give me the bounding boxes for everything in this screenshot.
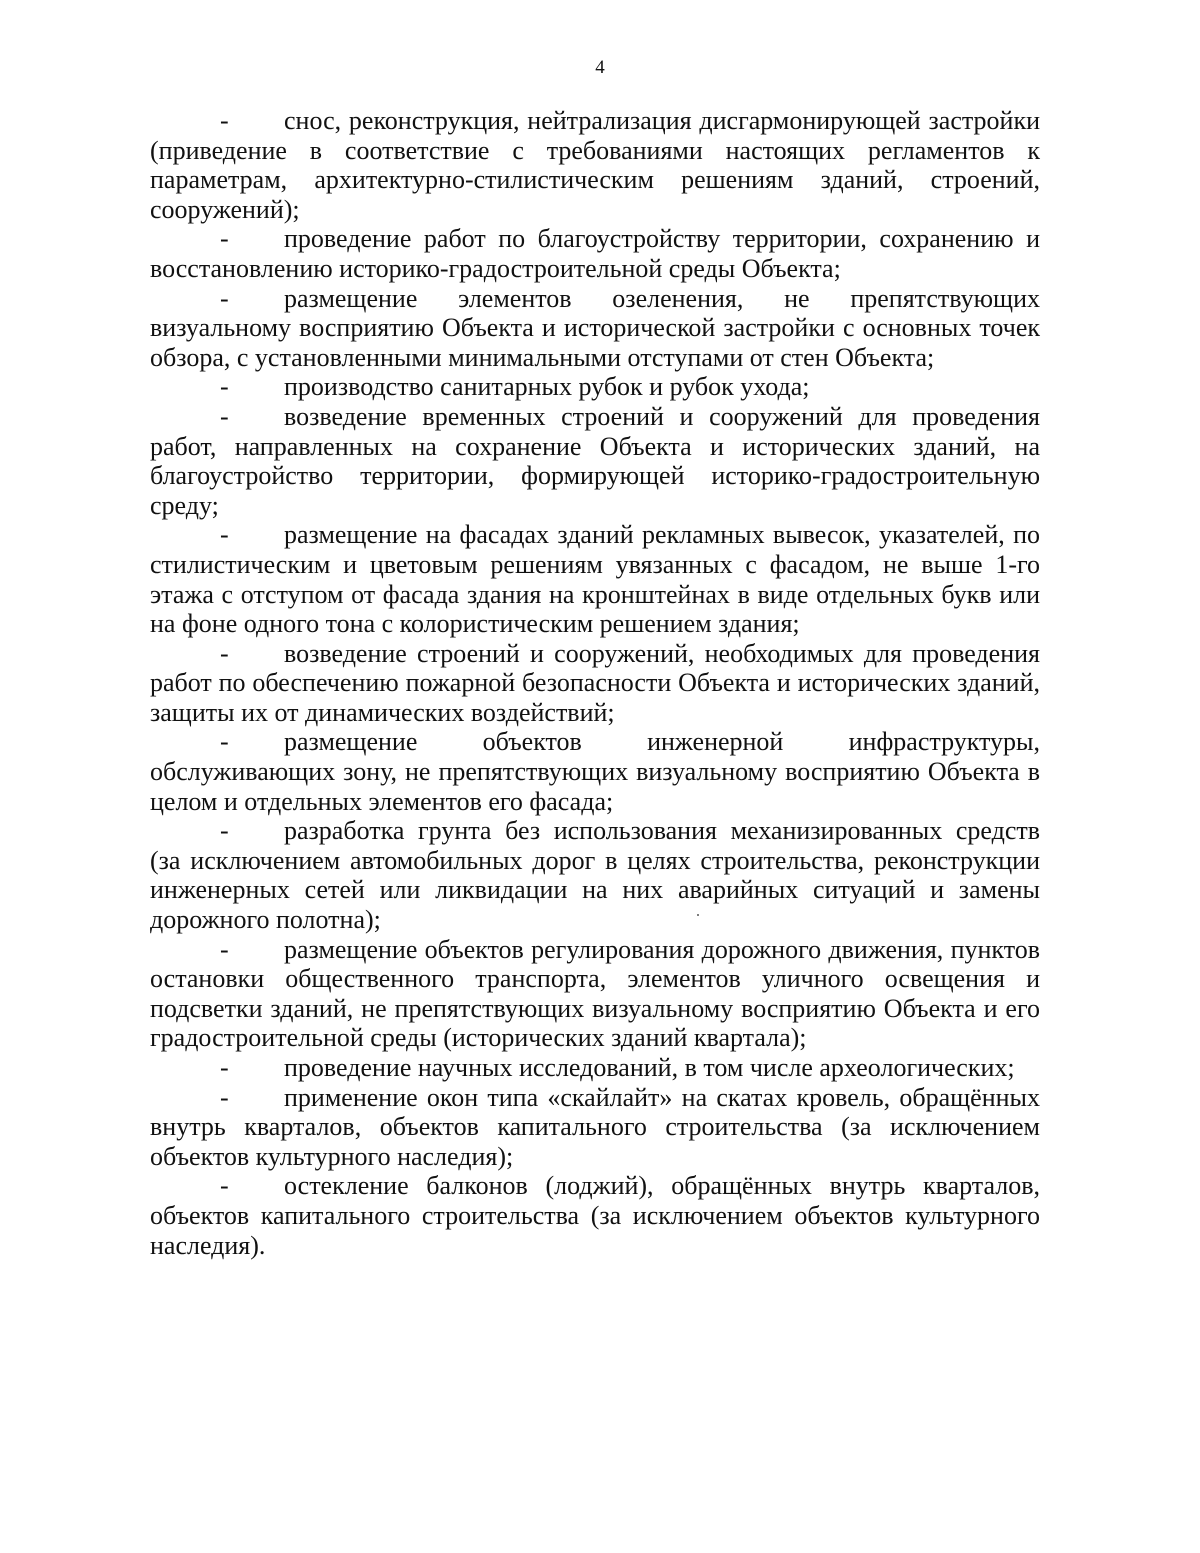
list-item	[150, 1171, 1040, 1260]
regulation-list	[150, 106, 1040, 1260]
list-item-text: возведение строений и сооружений, необходимых для проведения работ по обеспечению пожарной безопасности Объекта и исторических зданий, защиты их от динамических воздействий;	[150, 638, 1040, 727]
page-number: 4	[595, 57, 605, 78]
list-item	[150, 935, 1040, 1053]
list-item-text: размещение элементов озеленения, не препятствующих визуальному восприятию Объекта и исторической застройки с основных точек обзора, с установленными минимальными отступами от стен Объекта;	[150, 283, 1040, 372]
list-item-text: производство санитарных рубок и рубок ухода;	[284, 372, 810, 402]
list-item	[150, 284, 1040, 373]
list-marker: -	[220, 1171, 229, 1201]
list-item	[150, 639, 1040, 728]
list-marker: -	[220, 224, 229, 254]
list-item-text: проведение работ по благоустройству территории, сохранению и восстановлению историко-градостроительной среды Объекта;	[150, 224, 1040, 283]
list-item	[150, 1053, 1040, 1083]
list-marker: -	[220, 106, 229, 135]
list-item	[150, 1083, 1040, 1172]
list-item-text: остекление балконов (лоджий), обращённых внутрь кварталов, объектов капитального строительства (за исключением объектов культурного наследия).	[150, 1171, 1040, 1260]
list-marker: -	[220, 520, 229, 550]
list-item-text: применение окон типа «скайлайт» на скатах кровель, обращённых внутрь кварталов, объектов капитального строительства (за исключением объектов культурного наследия);	[150, 1082, 1040, 1171]
list-item-text: размещение объектов инженерной инфраструктуры, обслуживающих зону, не препятствующих визуальному восприятию Объекта в целом и отдельных элементов его фасада;	[150, 727, 1040, 816]
list-marker: -	[220, 934, 229, 964]
list-marker: -	[220, 638, 229, 668]
list-item	[150, 372, 1040, 402]
list-item	[150, 402, 1040, 520]
list-item-text: разработка грунта без использования механизированных средств (за исключением автомобильных дорог в целях строительства, реконструкции инженерных сетей или ликвидации на них аварийных ситуаций и замены дорожного полотна);	[150, 816, 1040, 935]
list-item-text: возведение временных строений и сооружений для проведения работ, направленных на сохранение Объекта и исторических зданий, на благоустройство территории, формирующей историко-градостроительную среду;	[150, 401, 1040, 520]
list-item-text: размещение объектов регулирования дорожного движения, пунктов остановки общественного транспорта, элементов уличного освещения и подсветки зданий, не препятствующих визуальному восприятию Объекта и его градостроительной среды (исторических зданий квартала);	[150, 934, 1040, 1053]
scan-speck	[697, 914, 699, 916]
list-item	[150, 520, 1040, 638]
list-item	[150, 224, 1040, 283]
list-item-text: размещение на фасадах зданий рекламных вывесок, указателей, по стилистическим и цветовым решениям увязанных с фасадом, не выше 1-го этажа с отступом от фасада здания на кронштейнах в виде отдельных букв или на фоне одного тона с колористическим решением здания;	[150, 520, 1040, 639]
list-item-text: снос, реконструкция, нейтрализация дисгармонирующей застройки (приведение в соответствие с требованиями настоящих регламентов к параметрам, архитектурно-стилистическим решениям зданий, строений, сооружений);	[150, 106, 1040, 224]
list-marker: -	[220, 816, 229, 846]
list-marker: -	[220, 401, 229, 431]
list-marker: -	[220, 1053, 229, 1082]
list-marker: -	[220, 372, 229, 402]
list-item-text: проведение научных исследований, в том числе археологических;	[284, 1053, 1015, 1082]
list-item	[150, 727, 1040, 816]
list-item	[150, 816, 1040, 934]
list-marker: -	[220, 283, 229, 313]
list-marker: -	[220, 1082, 229, 1112]
list-marker: -	[220, 727, 229, 757]
list-item	[150, 106, 1040, 224]
